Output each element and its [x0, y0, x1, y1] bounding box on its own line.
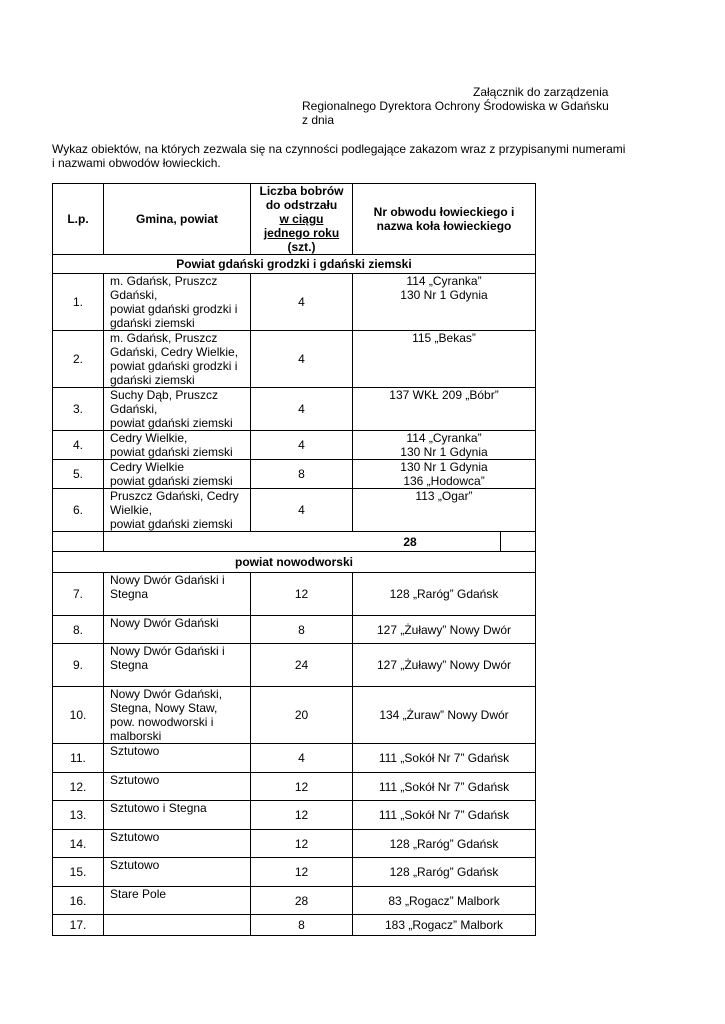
- row-gmina: Sztutowo i Stegna: [104, 801, 251, 830]
- row-obwod: 127 „Żuławy” Nowy Dwór: [353, 616, 536, 644]
- row-number: 11.: [53, 744, 104, 773]
- table-row: [53, 388, 536, 431]
- row-count: 4: [251, 431, 353, 460]
- row-obwod: 83 „Rogacz” Malbork: [353, 887, 536, 915]
- subtotal-value: 28: [104, 532, 501, 552]
- row-count: 20: [251, 687, 353, 744]
- row-gmina: Sztutowo: [104, 744, 251, 773]
- table-row: [53, 460, 536, 489]
- row-number: 2.: [53, 331, 104, 388]
- row-gmina: m. Gdańsk, Pruszcz Gdański, Cedry Wielkie, powiat gdański grodzki i gdański ziemski: [104, 331, 251, 388]
- row-count: 28: [251, 887, 353, 915]
- table-row: [53, 915, 536, 936]
- col-header-lp: L.p.: [53, 184, 104, 255]
- row-obwod: 113 „Ogar”: [353, 489, 536, 532]
- annex-header-line1: Załącznik do zarządzenia: [473, 85, 609, 99]
- row-obwod: 128 „Raróg” Gdańsk: [353, 830, 536, 858]
- row-obwod: 137 WKŁ 209 „Bóbr”: [353, 388, 536, 431]
- row-obwod: 111 „Sokół Nr 7” Gdańsk: [353, 773, 536, 801]
- annex-header-date: z dnia: [302, 113, 335, 127]
- annex-header-line2: Regionalnego Dyrektora Ochrony Środowiska w Gdańsku: [302, 99, 609, 113]
- row-count: 12: [251, 801, 353, 830]
- table-row: [53, 687, 536, 744]
- row-count: 4: [251, 331, 353, 388]
- row-count: 8: [251, 460, 353, 489]
- row-count: 8: [251, 616, 353, 644]
- table-row: [53, 830, 536, 858]
- table-row: [53, 644, 536, 687]
- row-number: 15.: [53, 858, 104, 887]
- row-gmina: Cedry Wielkie, powiat gdański ziemski: [104, 431, 251, 460]
- row-gmina: Pruszcz Gdański, Cedry Wielkie, powiat gdański ziemski: [104, 489, 251, 532]
- row-obwod: 134 „Żuraw” Nowy Dwór: [353, 687, 536, 744]
- row-count: 4: [251, 744, 353, 773]
- row-gmina: Sztutowo: [104, 858, 251, 887]
- row-number: 13.: [53, 801, 104, 830]
- row-obwod: 183 „Rogacz” Malbork: [353, 915, 536, 936]
- row-count: 4: [251, 489, 353, 532]
- table-row: [53, 489, 536, 532]
- row-gmina: m. Gdańsk, Pruszcz Gdański, powiat gdański grodzki i gdański ziemski: [104, 274, 251, 331]
- table-row: [53, 274, 536, 331]
- subtotal-empty-lp: [53, 532, 104, 552]
- row-count: 12: [251, 830, 353, 858]
- row-count: 4: [251, 388, 353, 431]
- table-row: [53, 431, 536, 460]
- row-obwod: 115 „Bekas”: [353, 331, 536, 388]
- table-row: [53, 801, 536, 830]
- row-count: 24: [251, 644, 353, 687]
- row-number: 1.: [53, 274, 104, 331]
- row-gmina: Nowy Dwór Gdański: [104, 616, 251, 644]
- col-header-count: [251, 184, 353, 255]
- row-gmina: Nowy Dwór Gdański i Stegna: [104, 644, 251, 687]
- subtotal-empty-last: [501, 532, 536, 552]
- row-number: 5.: [53, 460, 104, 489]
- row-number: 17.: [53, 915, 104, 936]
- table-row: [53, 331, 536, 388]
- table-row: [53, 744, 536, 773]
- row-obwod: 111 „Sokół Nr 7” Gdańsk: [353, 801, 536, 830]
- row-obwod: 111 „Sokół Nr 7” Gdańsk: [353, 744, 536, 773]
- section-title: Powiat gdański grodzki i gdański ziemski: [53, 255, 536, 274]
- intro-paragraph: Wykaz obiektów, na których zezwala się na czynności podlegające zakazom wraz z przypisanymi numerami i nazwami obwodów łowieckich.: [52, 142, 626, 170]
- row-count: 4: [251, 274, 353, 331]
- row-obwod: 130 Nr 1 Gdynia 136 „Hodowca”: [353, 460, 536, 489]
- row-number: 7.: [53, 573, 104, 616]
- row-number: 10.: [53, 687, 104, 744]
- table-row: [53, 858, 536, 887]
- objects-table: [52, 183, 536, 936]
- row-number: 14.: [53, 830, 104, 858]
- row-count: 12: [251, 858, 353, 887]
- row-number: 9.: [53, 644, 104, 687]
- section-header-gdanski: [53, 255, 536, 274]
- row-gmina: Sztutowo: [104, 773, 251, 801]
- row-gmina: Nowy Dwór Gdański i Stegna: [104, 573, 251, 616]
- table-row: [53, 887, 536, 915]
- table-row: [53, 573, 536, 616]
- table-header-row: [53, 184, 536, 255]
- col-header-count-line1: Liczba bobrów do odstrzału: [259, 184, 344, 212]
- col-header-count-line3: (szt.): [287, 240, 316, 254]
- row-obwod: 114 „Cyranka” 130 Nr 1 Gdynia: [353, 431, 536, 460]
- section-title: powiat nowodworski: [53, 552, 536, 573]
- col-header-gmina: Gmina, powiat: [104, 184, 251, 255]
- row-gmina: [104, 915, 251, 936]
- row-obwod: 128 „Raróg” Gdańsk: [353, 858, 536, 887]
- row-obwod: 128 „Raróg” Gdańsk: [353, 573, 536, 616]
- row-gmina: Sztutowo: [104, 830, 251, 858]
- table-row: [53, 616, 536, 644]
- table-row: [53, 773, 536, 801]
- subtotal-row: [53, 532, 536, 552]
- row-obwod: 114 „Cyranka” 130 Nr 1 Gdynia: [353, 274, 536, 331]
- row-count: 8: [251, 915, 353, 936]
- row-number: 6.: [53, 489, 104, 532]
- row-obwod: 127 „Żuławy” Nowy Dwór: [353, 644, 536, 687]
- row-count: 12: [251, 773, 353, 801]
- row-count: 12: [251, 573, 353, 616]
- row-gmina: Suchy Dąb, Pruszcz Gdański, powiat gdański ziemski: [104, 388, 251, 431]
- row-number: 16.: [53, 887, 104, 915]
- row-gmina: Nowy Dwór Gdański, Stegna, Nowy Staw, pow. nowodworski i malborski: [104, 687, 251, 744]
- row-gmina: Stare Pole: [104, 887, 251, 915]
- row-gmina: Cedry Wielkie powiat gdański ziemski: [104, 460, 251, 489]
- row-number: 4.: [53, 431, 104, 460]
- row-number: 3.: [53, 388, 104, 431]
- section-header-nowodworski: [53, 552, 536, 573]
- row-number: 12.: [53, 773, 104, 801]
- col-header-obwod: Nr obwodu łowieckiego i nazwa koła łowieckiego: [353, 184, 536, 255]
- col-header-count-line2: w ciągu jednego roku: [263, 212, 340, 240]
- row-number: 8.: [53, 616, 104, 644]
